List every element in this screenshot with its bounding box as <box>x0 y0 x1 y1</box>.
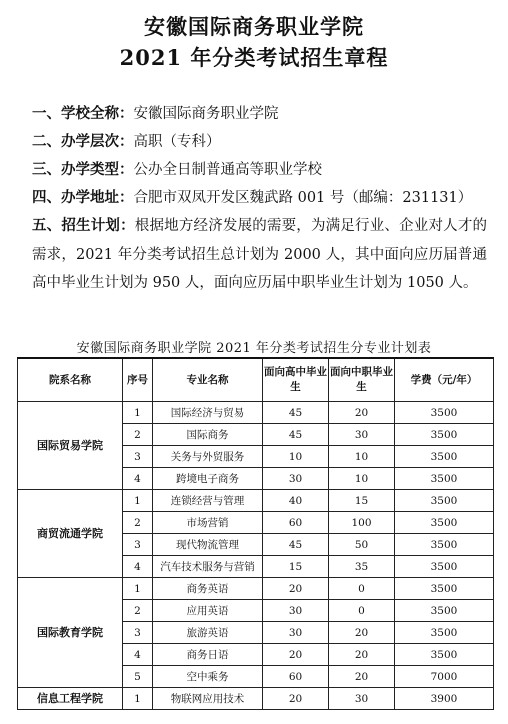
cell-vs: 50 <box>329 534 395 556</box>
cell-no: 4 <box>123 644 153 666</box>
cell-hs: 45 <box>263 402 329 424</box>
cell-major: 国际经济与贸易 <box>153 402 263 424</box>
table-row <box>18 490 494 512</box>
cell-no: 1 <box>123 688 153 710</box>
cell-fee: 3500 <box>395 446 494 468</box>
header-dept: 院系名称 <box>18 358 123 402</box>
cell-vs: 10 <box>329 446 395 468</box>
cell-vs: 10 <box>329 468 395 490</box>
cell-dept: 商贸流通学院 <box>18 490 123 578</box>
cell-fee: 3500 <box>395 468 494 490</box>
cell-no: 2 <box>123 424 153 446</box>
info-value: 公办全日制普通高等职业学校 <box>133 162 322 178</box>
cell-major: 现代物流管理 <box>153 534 263 556</box>
info-value: 根据地方经济发展的需要，为满足行业、企业对人才的需求，2021 年分类考试招生总计划为 2000 人，其中面向应历届普通高中毕业生计划为 950 人，面向应历届中职毕业生计划为 1050 人。 <box>32 218 488 291</box>
cell-major: 旅游英语 <box>153 622 263 644</box>
cell-hs: 60 <box>263 512 329 534</box>
cell-no: 3 <box>123 446 153 468</box>
cell-major: 汽车技术服务与营销 <box>153 556 263 578</box>
info-label: 五、招生计划： <box>32 217 135 234</box>
cell-vs: 20 <box>329 622 395 644</box>
cell-fee: 3500 <box>395 490 494 512</box>
cell-major: 市场营销 <box>153 512 263 534</box>
cell-hs: 45 <box>263 424 329 446</box>
cell-vs: 100 <box>329 512 395 534</box>
cell-hs: 60 <box>263 666 329 688</box>
info-value: 安徽国际商务职业学院 <box>133 106 279 122</box>
info-label: 三、办学类型： <box>32 161 134 178</box>
cell-major: 物联网应用技术 <box>153 688 263 710</box>
cell-no: 3 <box>123 622 153 644</box>
cell-hs: 30 <box>263 468 329 490</box>
cell-dept: 信息工程学院 <box>18 688 123 710</box>
cell-major: 跨境电子商务 <box>153 468 263 490</box>
cell-major: 空中乘务 <box>153 666 263 688</box>
document-title-line1: 安徽国际商务职业学院 <box>144 14 364 39</box>
document-title-line2: 2021 年分类考试招生章程 <box>119 45 389 70</box>
cell-no: 1 <box>123 490 153 512</box>
table-row <box>18 402 494 424</box>
cell-hs: 30 <box>263 600 329 622</box>
info-label: 四、办学地址： <box>32 189 134 206</box>
info-value: 合肥市双凤开发区魏武路 001 号（邮编：231131） <box>133 190 473 206</box>
cell-hs: 20 <box>263 688 329 710</box>
cell-fee: 3500 <box>395 644 494 666</box>
cell-major: 商务日语 <box>153 644 263 666</box>
info-school-level <box>32 128 487 157</box>
cell-hs: 15 <box>263 556 329 578</box>
cell-hs: 40 <box>263 490 329 512</box>
cell-fee: 3500 <box>395 556 494 578</box>
info-school-type <box>32 156 487 185</box>
cell-fee: 7000 <box>395 666 494 688</box>
cell-dept: 国际贸易学院 <box>18 402 123 490</box>
cell-no: 5 <box>123 666 153 688</box>
header-major: 专业名称 <box>153 358 263 402</box>
cell-hs: 30 <box>263 622 329 644</box>
enrollment-plan-table <box>17 357 494 710</box>
header-no: 序号 <box>123 358 153 402</box>
header-vocational: 面向中职毕业生 <box>329 358 395 402</box>
table-caption: 安徽国际商务职业学院 2021 年分类考试招生分专业计划表 <box>76 341 432 356</box>
cell-vs: 30 <box>329 688 395 710</box>
header-highschool: 面向高中毕业生 <box>263 358 329 402</box>
cell-no: 1 <box>123 402 153 424</box>
cell-major: 应用英语 <box>153 600 263 622</box>
table-row <box>18 578 494 600</box>
cell-fee: 3500 <box>395 534 494 556</box>
cell-major: 连锁经营与管理 <box>153 490 263 512</box>
cell-fee: 3500 <box>395 578 494 600</box>
cell-fee: 3500 <box>395 622 494 644</box>
cell-vs: 20 <box>329 402 395 424</box>
cell-vs: 0 <box>329 578 395 600</box>
cell-vs: 35 <box>329 556 395 578</box>
cell-vs: 0 <box>329 600 395 622</box>
info-value: 高职（专科） <box>133 134 221 150</box>
cell-fee: 3500 <box>395 402 494 424</box>
cell-no: 4 <box>123 468 153 490</box>
cell-major: 关务与外贸服务 <box>153 446 263 468</box>
cell-hs: 20 <box>263 578 329 600</box>
cell-no: 2 <box>123 600 153 622</box>
cell-no: 3 <box>123 534 153 556</box>
cell-fee: 3500 <box>395 512 494 534</box>
cell-hs: 10 <box>263 446 329 468</box>
table-row <box>18 688 494 710</box>
cell-fee: 3500 <box>395 600 494 622</box>
cell-no: 2 <box>123 512 153 534</box>
cell-vs: 20 <box>329 644 395 666</box>
cell-vs: 30 <box>329 424 395 446</box>
table-body <box>18 402 494 710</box>
cell-vs: 15 <box>329 490 395 512</box>
cell-no: 4 <box>123 556 153 578</box>
cell-no: 1 <box>123 578 153 600</box>
cell-major: 商务英语 <box>153 578 263 600</box>
cell-dept: 国际教育学院 <box>18 578 123 688</box>
info-label: 二、办学层次： <box>32 133 134 150</box>
cell-hs: 45 <box>263 534 329 556</box>
header-fee: 学费（元/年） <box>395 358 494 402</box>
cell-fee: 3500 <box>395 424 494 446</box>
cell-hs: 20 <box>263 644 329 666</box>
table-header-row <box>18 358 494 402</box>
info-school-address <box>32 184 487 213</box>
info-enrollment-plan <box>32 212 487 298</box>
cell-major: 国际商务 <box>153 424 263 446</box>
cell-fee: 3900 <box>395 688 494 710</box>
info-label: 一、学校全称： <box>32 105 134 122</box>
cell-vs: 20 <box>329 666 395 688</box>
info-school-name <box>32 100 487 129</box>
